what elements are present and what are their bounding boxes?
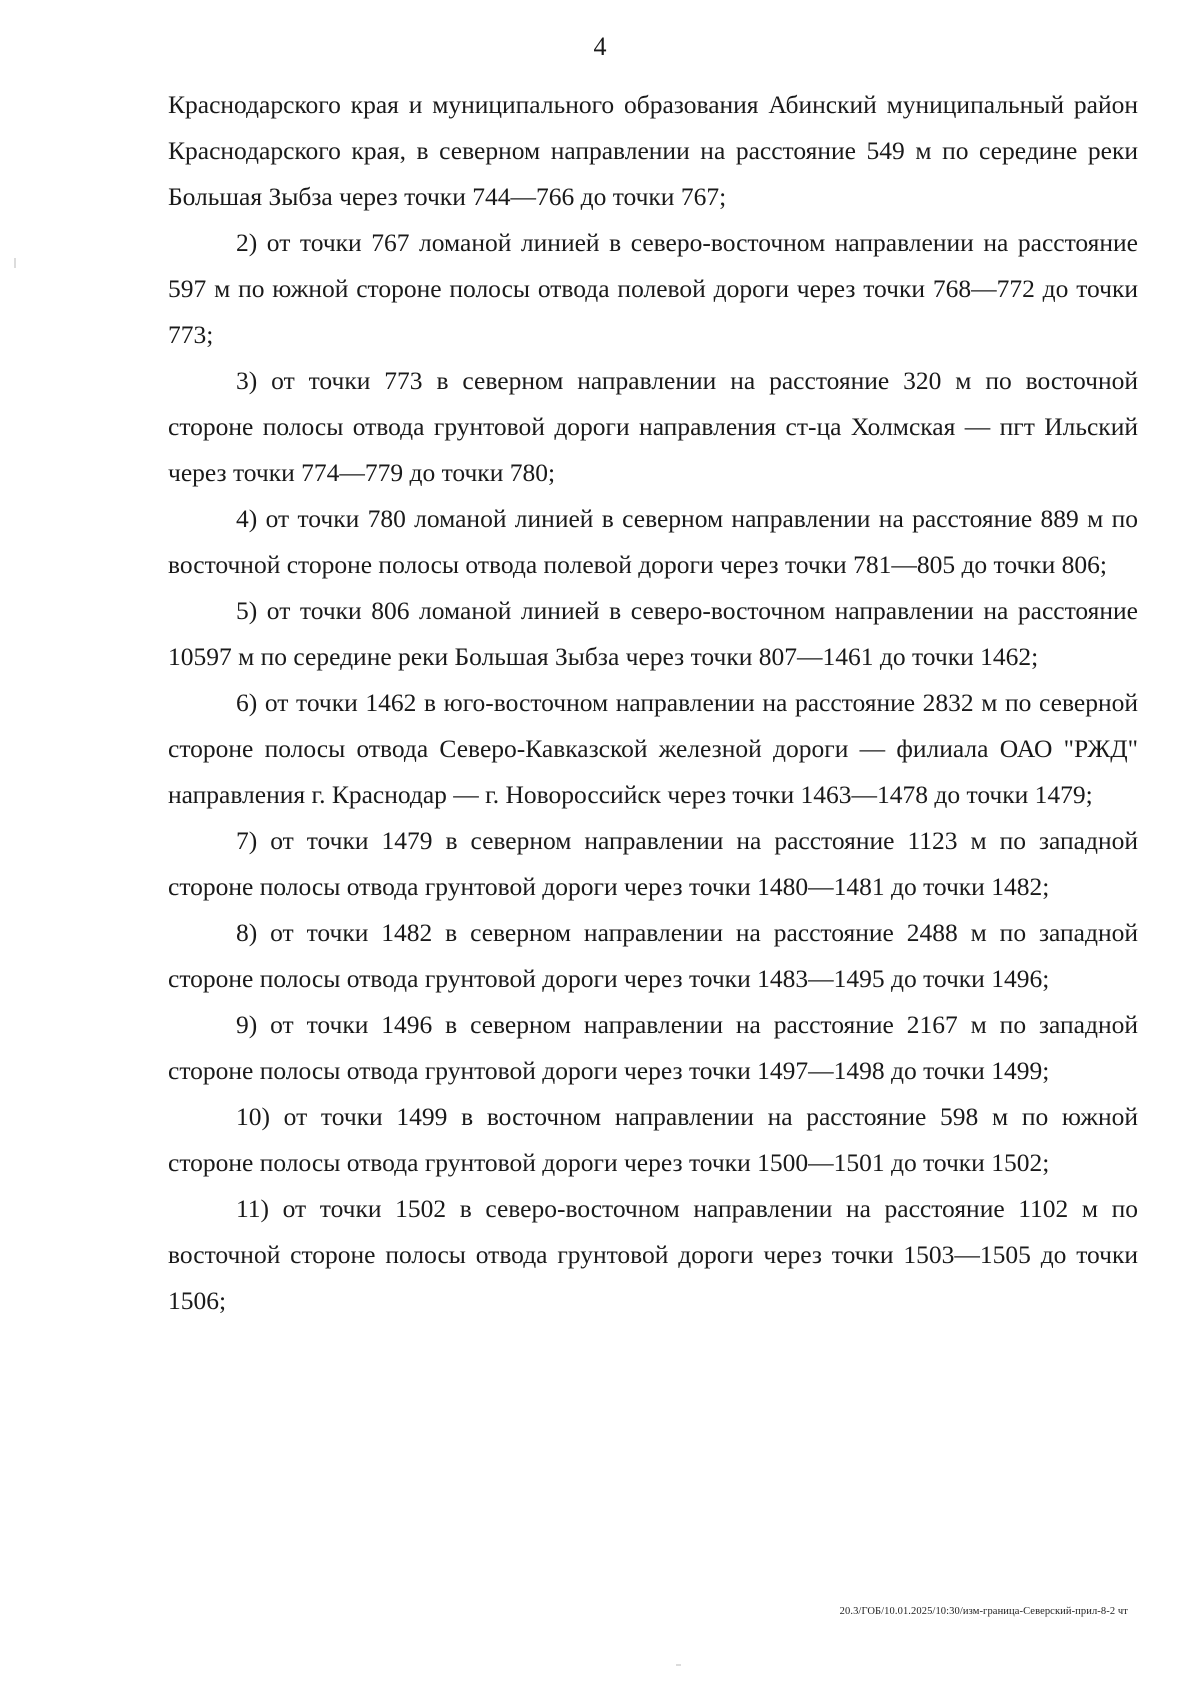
paragraph-item-8: 8) от точки 1482 в северном направлении на расстояние 2488 м по западной стороне полосы отвода грунтовой дороги через точки 1483—1495 до точки 1496; — [168, 918, 1138, 993]
paragraph-item-9: 9) от точки 1496 в северном направлении на расстояние 2167 м по западной стороне полосы отвода грунтовой дороги через точки 1497—1498 до точки 1499; — [168, 1010, 1138, 1085]
paragraph-item-11: 11) от точки 1502 в северо-восточном направлении на расстояние 1102 м по восточной стороне полосы отвода грунтовой дороги через точки 1503—1505 до точки 1506; — [168, 1194, 1138, 1315]
page-number: 4 — [593, 32, 607, 61]
paragraph-item-2: 2) от точки 767 ломаной линией в северо-восточном направлении на расстояние 597 м по южной стороне полосы отвода полевой дороги через точки 768—772 до точки 773; — [168, 228, 1138, 349]
document-footer-code: 20.3/ГОБ/10.01.2025/10:30/изм-граница-Северский-прил-8-2 чт — [839, 1606, 1128, 1617]
paragraph-continuation: Краснодарского края и муниципального образования Абинский муниципальный район Краснодарского края, в северном направлении на расстояние 549 м по середине реки Большая Зыбза через точки 744—766 до точки 767; — [168, 90, 1138, 211]
paragraph-item-7: 7) от точки 1479 в северном направлении на расстояние 1123 м по западной стороне полосы отвода грунтовой дороги через точки 1480—1481 до точки 1482; — [168, 826, 1138, 901]
paragraph-item-6: 6) от точки 1462 в юго-восточном направлении на расстояние 2832 м по северной стороне полосы отвода Северо-Кавказской железной дороги — филиала ОАО "РЖД" направления г. Краснодар — г. Новороссийск через точки 1463—1478 до точки 1479; — [168, 688, 1138, 809]
paragraph-item-4: 4) от точки 780 ломаной линией в северном направлении на расстояние 889 м по восточной стороне полосы отвода полевой дороги через точки 781—805 до точки 806; — [168, 504, 1138, 579]
paragraph-item-3: 3) от точки 773 в северном направлении на расстояние 320 м по восточной стороне полосы отвода грунтовой дороги направления ст-ца Холмская — пгт Ильский через точки 774—779 до точки 780; — [168, 366, 1138, 487]
document-body — [168, 82, 1138, 1324]
scan-speck — [14, 258, 16, 268]
scan-speck — [676, 1664, 681, 1666]
paragraph-item-10: 10) от точки 1499 в восточном направлении на расстояние 598 м по южной стороне полосы отвода грунтовой дороги через точки 1500—1501 до точки 1502; — [168, 1102, 1138, 1177]
paragraph-item-5: 5) от точки 806 ломаной линией в северо-восточном направлении на расстояние 10597 м по середине реки Большая Зыбза через точки 807—1461 до точки 1462; — [168, 596, 1138, 671]
